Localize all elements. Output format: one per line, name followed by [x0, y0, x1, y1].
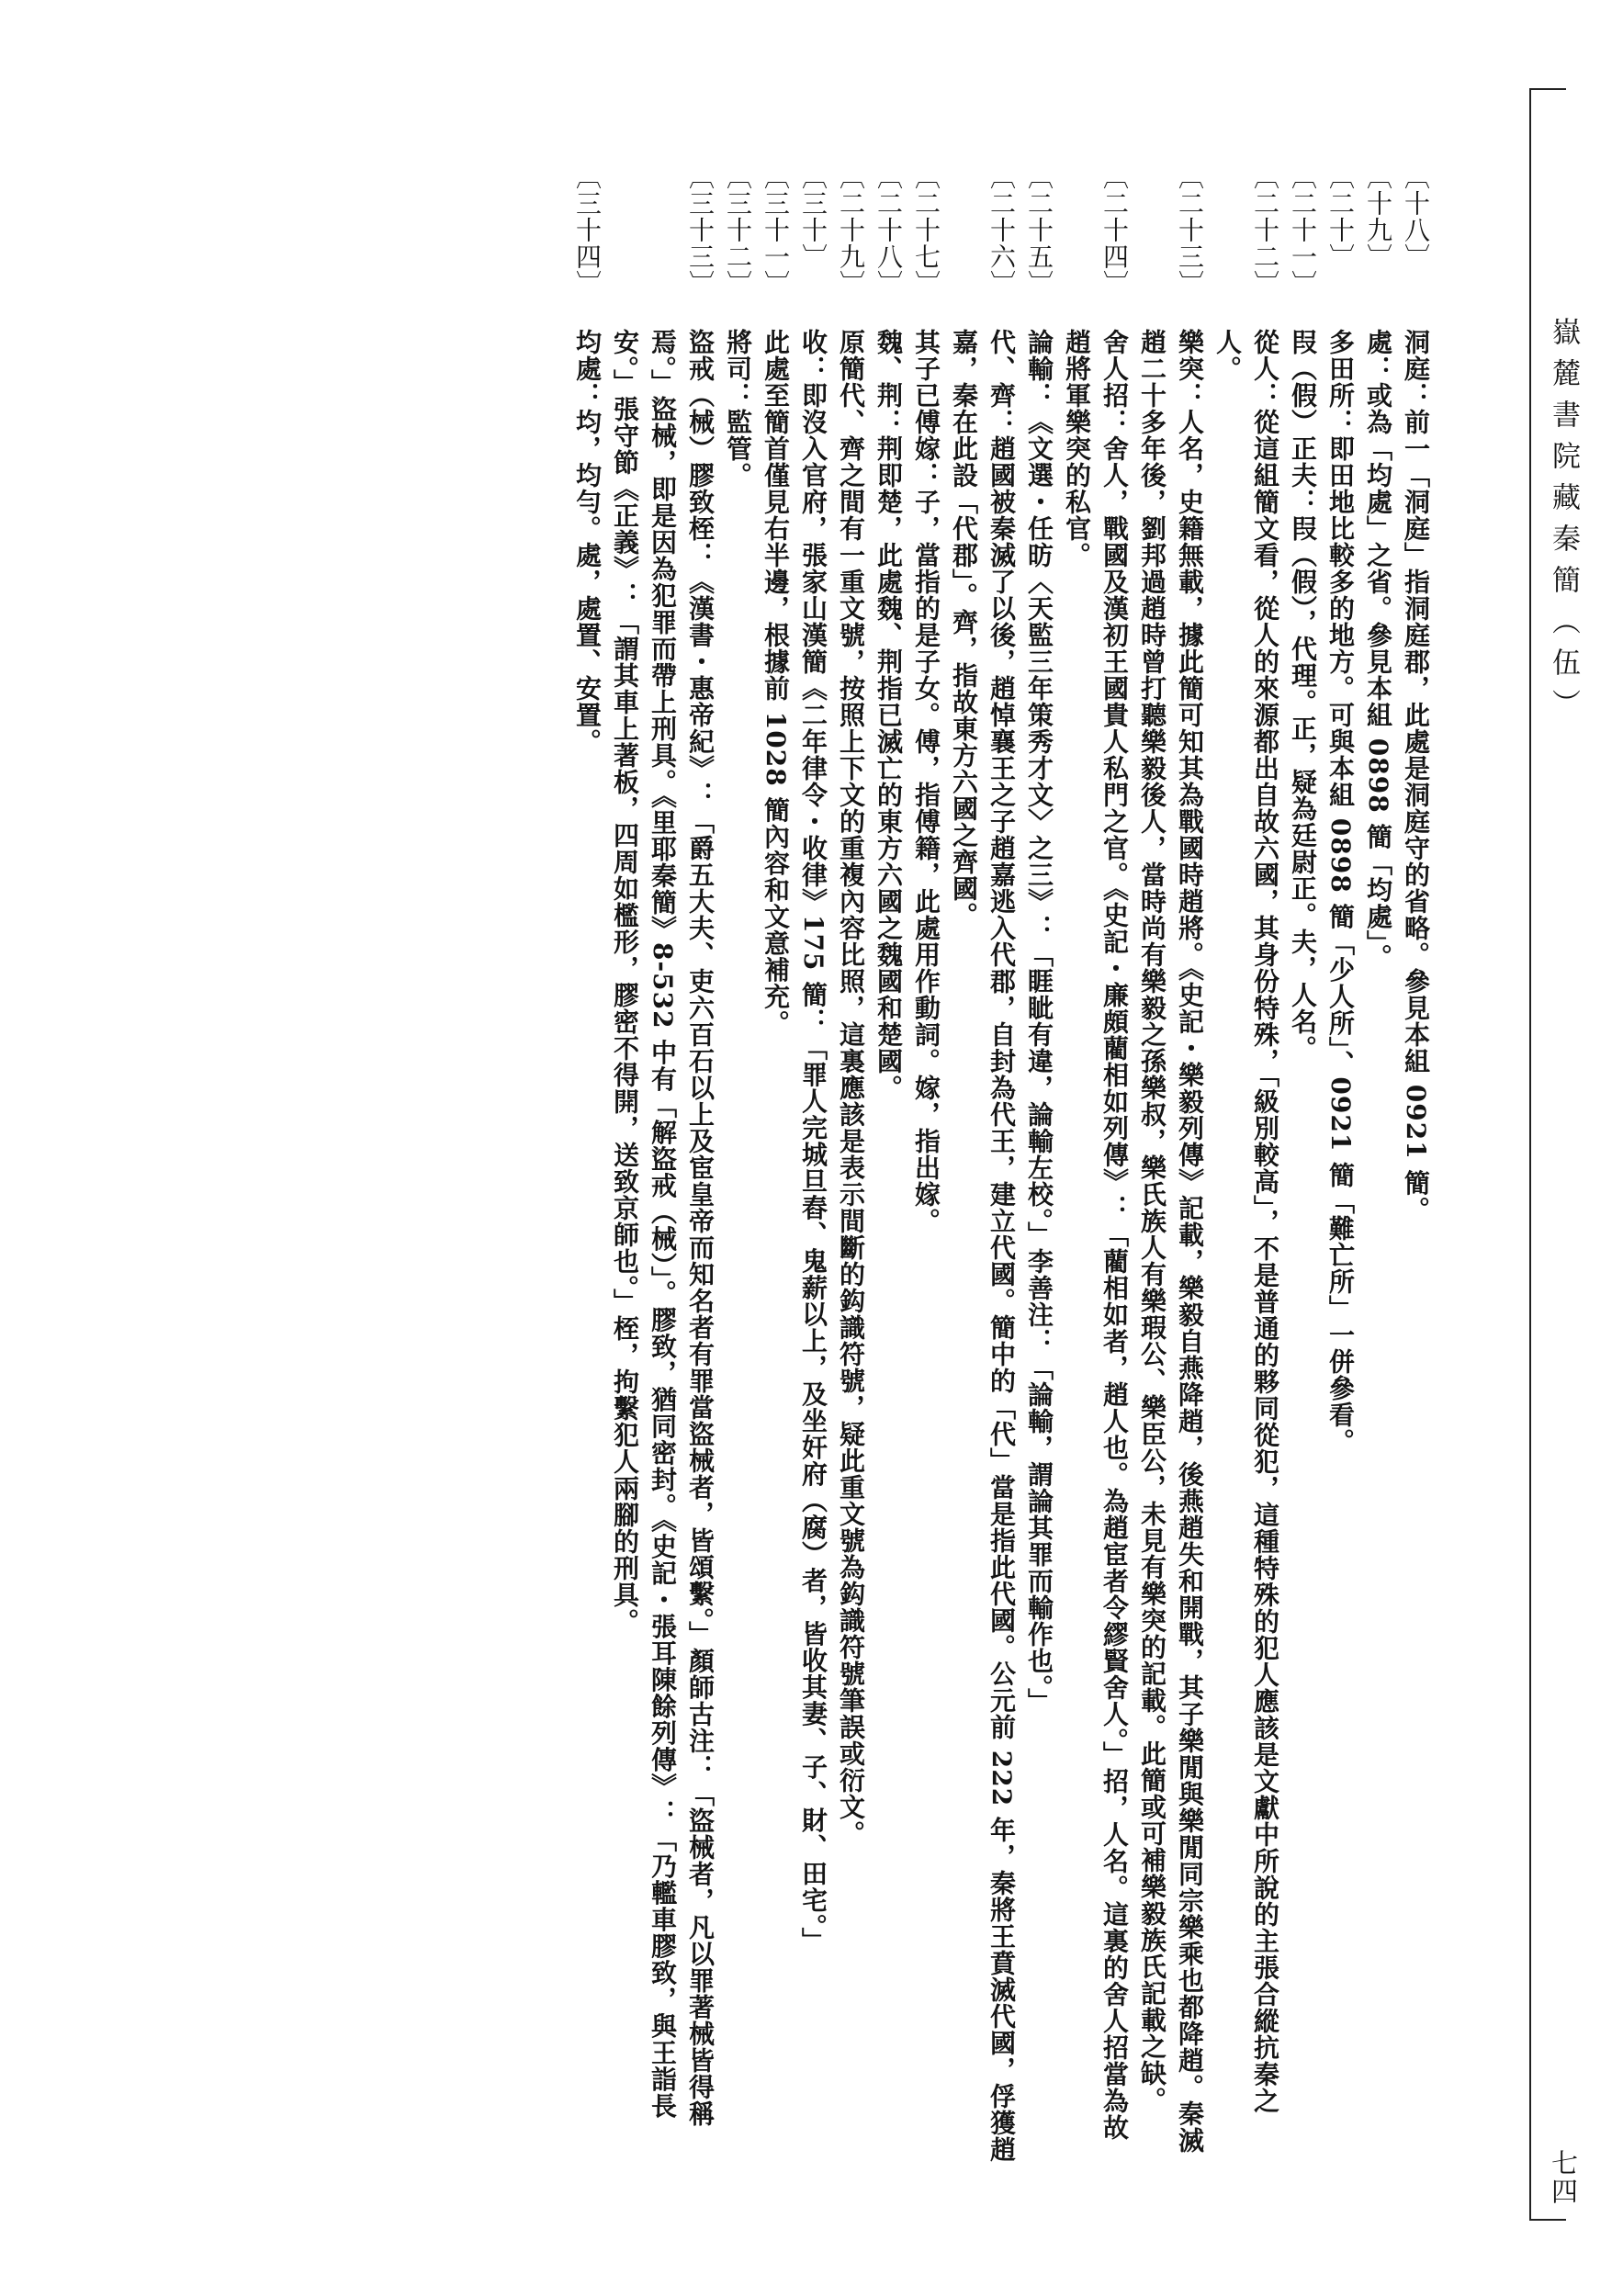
note-number: 〔二十六〕: [986, 163, 1017, 297]
note-text: 舍人招：舍人，戰國及漢初王國貴人私門之官。《史記・廉頗藺相如列傳》：「藺相如者，趙人也。為趙宦者令繆賢舍人。」招，人名。這裏的舍人招當為故趙將軍樂突的私官。: [1062, 329, 1130, 2141]
header-rule-vertical: [1529, 88, 1531, 2221]
notes-list: [569, 163, 1435, 2166]
note-entry: [1359, 163, 1397, 2166]
note-entry: [870, 163, 907, 2166]
note-text: 洞庭：前一「洞庭」指洞庭郡，此處是洞庭守的省略。參見本組 0921 簡。: [1401, 329, 1431, 1223]
note-entry: [757, 163, 795, 2166]
note-number: 〔三十三〕: [685, 163, 716, 297]
note-text: 將司：監管。: [723, 329, 753, 489]
note-number: 〔三十一〕: [761, 163, 791, 297]
note-number: 〔三十四〕: [572, 163, 603, 297]
note-number: 〔二十五〕: [1024, 163, 1054, 297]
note-text: 論輸：《文選・任昉〈天監三年策秀才文〉之三》：「睚眦有違，論輸左校。」李善注：「論輸，謂論其罪而輸作也。」: [1024, 329, 1054, 1715]
header-rule-top: [1529, 88, 1566, 90]
note-text: 樂突：人名，史籍無載，據此簡可知其為戰國時趙將。《史記・樂毅列傳》記載，樂毅自燕降趙，後燕趙失和開戰，其子樂閒與樂閒同宗樂乘也都降趙。秦滅趙二十多年後，劉邦過趙時曾打聽樂毅後人，當時尚有樂毅之孫樂叔，樂氏族人有樂瑕公、樂臣公，未見有樂突的記載。此簡或可補樂毅族氏記載之缺。: [1137, 329, 1205, 2154]
note-entry: [907, 163, 945, 2166]
note-entry: [719, 163, 757, 2166]
note-text: 處：或為「均處」之省。參見本組 0898 簡「均處」。: [1363, 329, 1393, 971]
note-entry: [1020, 163, 1058, 2166]
note-entry: [832, 163, 870, 2166]
book-title: 嶽麓書院藏秦簡（伍）: [1547, 317, 1580, 730]
note-text: 叚（假）正夫：叚（假），代理。正，疑為廷尉正。夫，人名。: [1288, 329, 1318, 1062]
note-text: 多田所：即田地比較多的地方。可與本組 0898 簡「少人所」、0921 簡「難亡所」一併參看。: [1325, 329, 1356, 1456]
note-number: 〔二十八〕: [873, 163, 904, 297]
note-entry: [1284, 163, 1322, 2166]
note-number: 〔二十〕: [1325, 163, 1356, 270]
note-number: 〔二十九〕: [836, 163, 866, 297]
page-number: 七四: [1548, 2149, 1579, 2206]
header-rule-bottom: [1529, 2219, 1566, 2221]
note-number: 〔二十二〕: [1250, 163, 1280, 297]
note-number: 〔二十一〕: [1288, 163, 1318, 297]
note-entry: [945, 163, 1020, 2166]
note-entry: [1058, 163, 1133, 2166]
note-entry: [795, 163, 832, 2166]
note-text: 原簡代、齊之間有一重文號，按照上下文的重複內容比照，這裏應該是表示間斷的鈎識符號，疑此重文號為鈎識符號筆誤或衍文。: [836, 329, 866, 1847]
note-entry: [1397, 163, 1435, 2166]
note-entry: [1133, 163, 1209, 2166]
note-text: 魏、荆：荆即楚，此處魏、荆指已滅亡的東方六國之魏國和楚國。: [873, 329, 904, 1101]
note-text: 代、齊：趙國被秦滅了以後，趙悼襄王之子趙嘉逃入代郡，自封為代王，建立代國。簡中的「代」當是指此代國。公元前 222 年，秦將王賁滅代國，俘獲趙嘉，秦在此設「代郡」。齊，指故東方六國之齊國。: [949, 329, 1017, 2163]
note-entry: [569, 163, 606, 2166]
note-text: 盜戒（械）膠致桎：《漢書・惠帝紀》：「爵五大夫、吏六百石以上及宦皇帝而知名者有罪當盜械者，皆頌繫。」顏師古注：「盜械者，凡以罪著械皆得稱焉。」盜械，即是因為犯罪而帶上刑具。《里耶秦簡》8-532 中有「解盜戒（械）」。膠致，猶同密封。《史記・張耳陳餘列傳》：「乃轞車膠致，與王詣長安。」張守節《正義》：「謂其車上著板，四周如檻形，膠密不得開，送致京師也。」桎，拘繫犯人兩腳的刑具。: [610, 329, 716, 2127]
note-number: 〔十八〕: [1401, 163, 1431, 270]
note-text: 從人：從這組簡文看，從人的來源都出自故六國，其身份特殊，「級別較高」，不是普通的夥同從犯，這種特殊的犯人應該是文獻中所說的主張合縱抗秦之人。: [1212, 329, 1280, 2114]
note-number: 〔二十四〕: [1099, 163, 1130, 297]
note-number: 〔二十七〕: [911, 163, 941, 297]
note-entry: [1209, 163, 1284, 2166]
note-number: 〔二十三〕: [1175, 163, 1205, 297]
note-entry: [606, 163, 719, 2166]
note-text: 收：即沒入官府，張家山漢簡《二年律令・收律》175 簡：「罪人完城旦舂、鬼薪以上，及坐奸府（腐）者，皆收其妻、子、財、田宅。」: [798, 329, 828, 1954]
note-text: 其子已傅嫁：子，當指的是子女。傅，指傅籍，此處用作動詞。嫁，指出嫁。: [911, 329, 941, 1234]
note-number: 〔三十二〕: [723, 163, 753, 297]
note-number: 〔三十〕: [798, 163, 828, 270]
note-text: 均處：均，均勻。處，處置、安置。: [572, 329, 603, 755]
note-text: 此處至簡首僅見右半邊，根據前 1028 簡內容和文意補充。: [761, 329, 791, 1037]
note-number: 〔十九〕: [1363, 163, 1393, 270]
note-entry: [1322, 163, 1359, 2166]
